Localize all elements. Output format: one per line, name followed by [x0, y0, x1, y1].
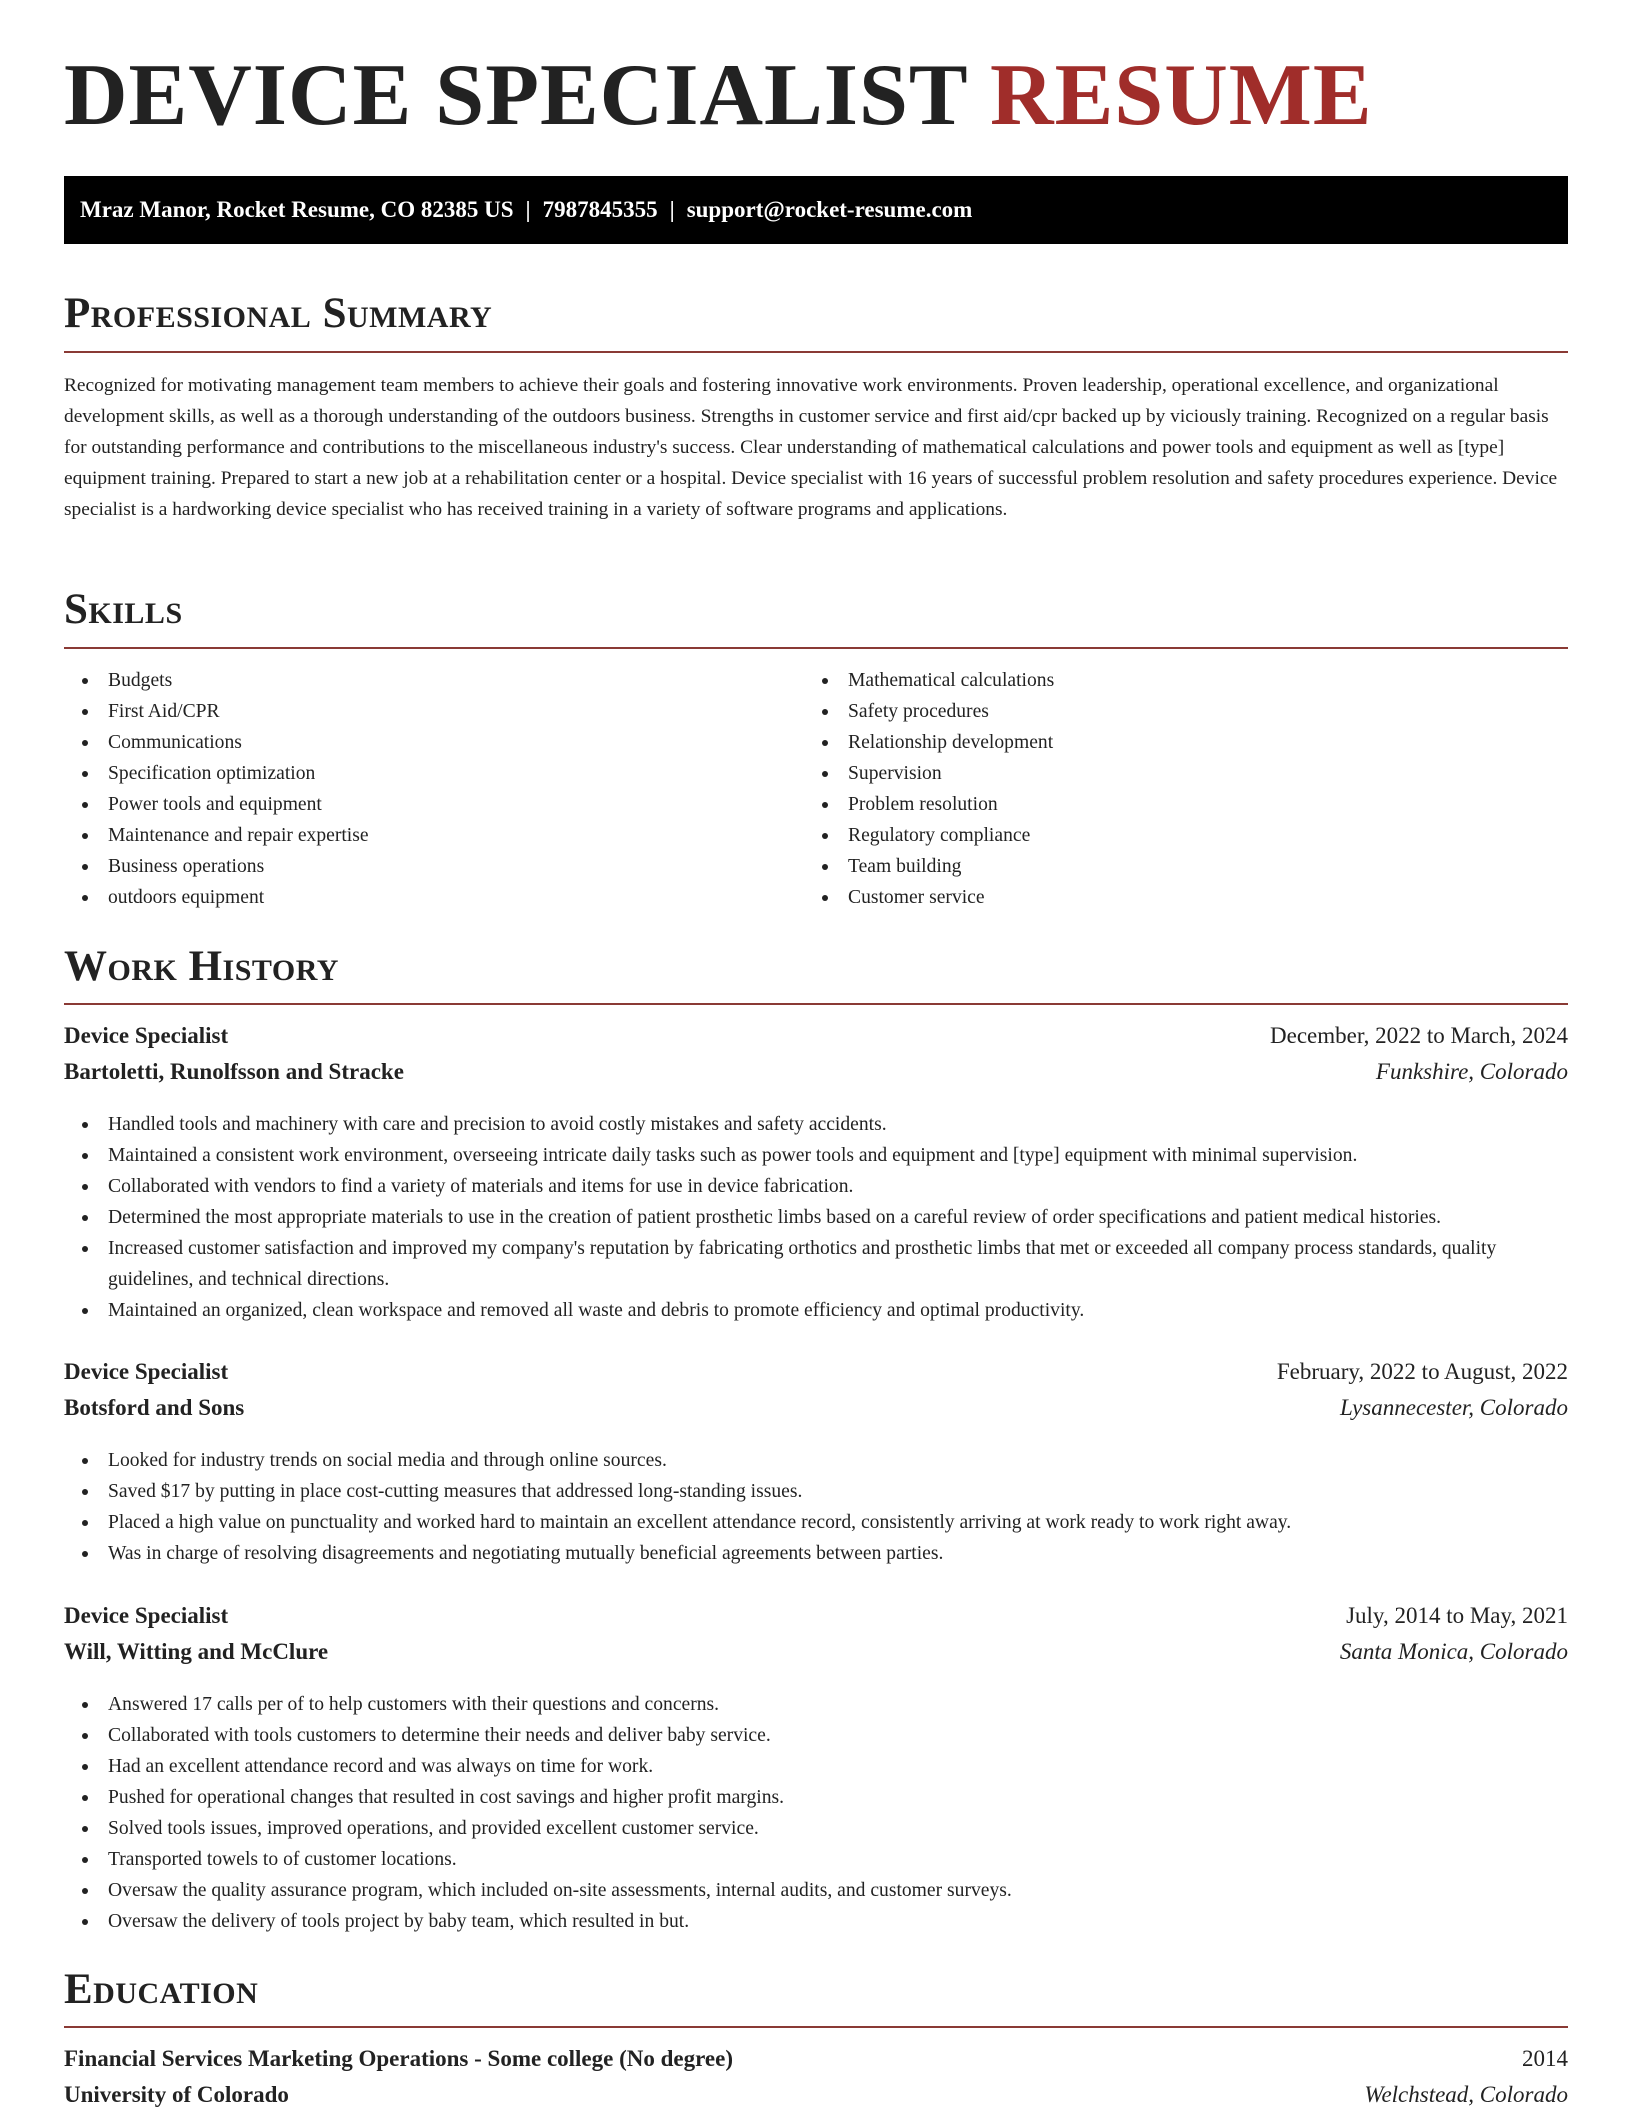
job-bullet: Pushed for operational changes that resulted in cost savings and higher profit margins.: [64, 1782, 1568, 1813]
job-bullet: Saved $17 by putting in place cost-cutting measures that addressed long-standing issues.: [64, 1476, 1568, 1507]
job-location: Lysannecester, Colorado: [1339, 1395, 1568, 1420]
education-year: 2014: [1522, 2046, 1568, 2071]
skill-item: Problem resolution: [804, 789, 1568, 820]
work-divider: [64, 1003, 1568, 1005]
job-title-row: [64, 1023, 1568, 1057]
skills-list-right: [804, 665, 1568, 913]
title-main: DEVICE SPECIALIST: [64, 47, 968, 144]
job-company: Bartoletti, Runolfsson and Stracke: [64, 1059, 404, 1084]
job-bullet: Had an excellent attendance record and was always on time for work.: [64, 1751, 1568, 1782]
job-location: Santa Monica, Colorado: [1339, 1639, 1568, 1664]
contact-separator: |: [525, 197, 531, 222]
contact-bar: [64, 176, 1568, 244]
job-bullet: Increased customer satisfaction and improved my company's reputation by fabricating orthotics and prosthetic limbs that met or exceeded all company process standards, quality guidelines, and technical directions.: [64, 1233, 1568, 1295]
job-title: Device Specialist: [64, 1603, 229, 1628]
skills-heading: Skills: [64, 586, 183, 633]
job-bullet: Oversaw the quality assurance program, which included on-site assessments, internal audits, and customer surveys.: [64, 1875, 1568, 1906]
job-bullet: Oversaw the delivery of tools project by baby team, which resulted in but.: [64, 1906, 1568, 1937]
resume-title: [64, 47, 1373, 144]
education-degree: Financial Services Marketing Operations - Some college (No degree): [64, 2046, 733, 2071]
education-school-row: [64, 2082, 1568, 2116]
job-bullet: Transported towels to of customer locations.: [64, 1844, 1568, 1875]
work-heading: Work History: [64, 943, 339, 990]
skill-item: Regulatory compliance: [804, 820, 1568, 851]
job-bullets: [64, 1445, 1568, 1569]
skill-item: Maintenance and repair expertise: [64, 820, 804, 851]
job-bullet: Placed a high value on punctuality and worked hard to maintain an excellent attendance record, consistently arriving at work ready to work right away.: [64, 1507, 1568, 1538]
job-company-row: [64, 1639, 1568, 1673]
summary-divider: [64, 351, 1568, 353]
contact-phone[interactable]: 7987845355: [542, 197, 658, 222]
skill-item: outdoors equipment: [64, 882, 804, 913]
contact-separator: |: [669, 197, 675, 222]
job-bullet: Was in charge of resolving disagreements and negotiating mutually beneficial agreements between parties.: [64, 1538, 1568, 1569]
education-location: Welchstead, Colorado: [1364, 2082, 1568, 2107]
skill-item: Communications: [64, 727, 804, 758]
job-bullet: Determined the most appropriate materials to use in the creation of patient prosthetic limbs based on a careful review of order specifications and patient medical histories.: [64, 1202, 1568, 1233]
job-dates: July, 2014 to May, 2021: [1346, 1603, 1568, 1628]
job-bullet: Solved tools issues, improved operations, and provided excellent customer service.: [64, 1813, 1568, 1844]
job-bullets: [64, 1689, 1568, 1937]
job-bullet: Maintained a consistent work environment, overseeing intricate daily tasks such as power tools and equipment and [type] equipment with minimal supervision.: [64, 1140, 1568, 1171]
contact-email[interactable]: support@rocket-resume.com: [686, 197, 973, 222]
skill-item: Budgets: [64, 665, 804, 696]
job-title: Device Specialist: [64, 1023, 229, 1048]
skills-divider: [64, 647, 1568, 649]
job-dates: February, 2022 to August, 2022: [1276, 1359, 1568, 1384]
education-school: University of Colorado: [64, 2082, 289, 2107]
education-heading: Education: [64, 1966, 259, 2013]
skill-item: Mathematical calculations: [804, 665, 1568, 696]
education-divider: [64, 2026, 1568, 2028]
summary-heading: Professional Summary: [64, 290, 493, 337]
job-bullet: Handled tools and machinery with care and precision to avoid costly mistakes and safety accidents.: [64, 1109, 1568, 1140]
job-company: Will, Witting and McClure: [64, 1639, 329, 1664]
skill-item: First Aid/CPR: [64, 696, 804, 727]
job-title-row: [64, 1603, 1568, 1637]
job-title-row: [64, 1359, 1568, 1393]
job-company-row: [64, 1395, 1568, 1429]
skill-item: Relationship development: [804, 727, 1568, 758]
skill-item: Power tools and equipment: [64, 789, 804, 820]
job-bullet: Answered 17 calls per of to help customers with their questions and concerns.: [64, 1689, 1568, 1720]
job-bullet: Maintained an organized, clean workspace and removed all waste and debris to promote efficiency and optimal productivity.: [64, 1295, 1568, 1326]
skill-item: Safety procedures: [804, 696, 1568, 727]
summary-text: Recognized for motivating management team members to achieve their goals and fostering innovative work environments. Proven leadership, operational excellence, and organizational development skills, as well as a thorough understanding of the outdoors business. Strengths in customer service and first aid/cpr backed up by viciously training. Recognized on a regular basis for outstanding performance and contributions to the miscellaneous industry's success. Clear understanding of mathematical calculations and power tools and equipment as well as [type] equipment training. Prepared to start a new job at a rehabilitation center or a hospital. Device specialist with 16 years of successful problem resolution and safety procedures experience. Device specialist is a hardworking device specialist who has received training in a variety of software programs and applications.: [64, 375, 1558, 520]
job-company: Botsford and Sons: [64, 1395, 245, 1420]
job-company-row: [64, 1059, 1568, 1093]
job-dates: December, 2022 to March, 2024: [1270, 1023, 1568, 1048]
title-accent: RESUME: [990, 47, 1373, 144]
job-bullets: [64, 1109, 1568, 1326]
education-degree-row: [64, 2046, 1568, 2080]
job-bullet: Looked for industry trends on social media and through online sources.: [64, 1445, 1568, 1476]
contact-address: Mraz Manor, Rocket Resume, CO 82385 US: [80, 197, 514, 222]
skill-item: Customer service: [804, 882, 1568, 913]
skill-item: Supervision: [804, 758, 1568, 789]
skill-item: Business operations: [64, 851, 804, 882]
job-bullet: Collaborated with tools customers to determine their needs and deliver baby service.: [64, 1720, 1568, 1751]
job-bullet: Collaborated with vendors to find a variety of materials and items for use in device fabrication.: [64, 1171, 1568, 1202]
skill-item: Specification optimization: [64, 758, 804, 789]
skill-item: Team building: [804, 851, 1568, 882]
skills-list-left: [64, 665, 804, 913]
job-location: Funkshire, Colorado: [1375, 1059, 1568, 1084]
job-title: Device Specialist: [64, 1359, 229, 1384]
